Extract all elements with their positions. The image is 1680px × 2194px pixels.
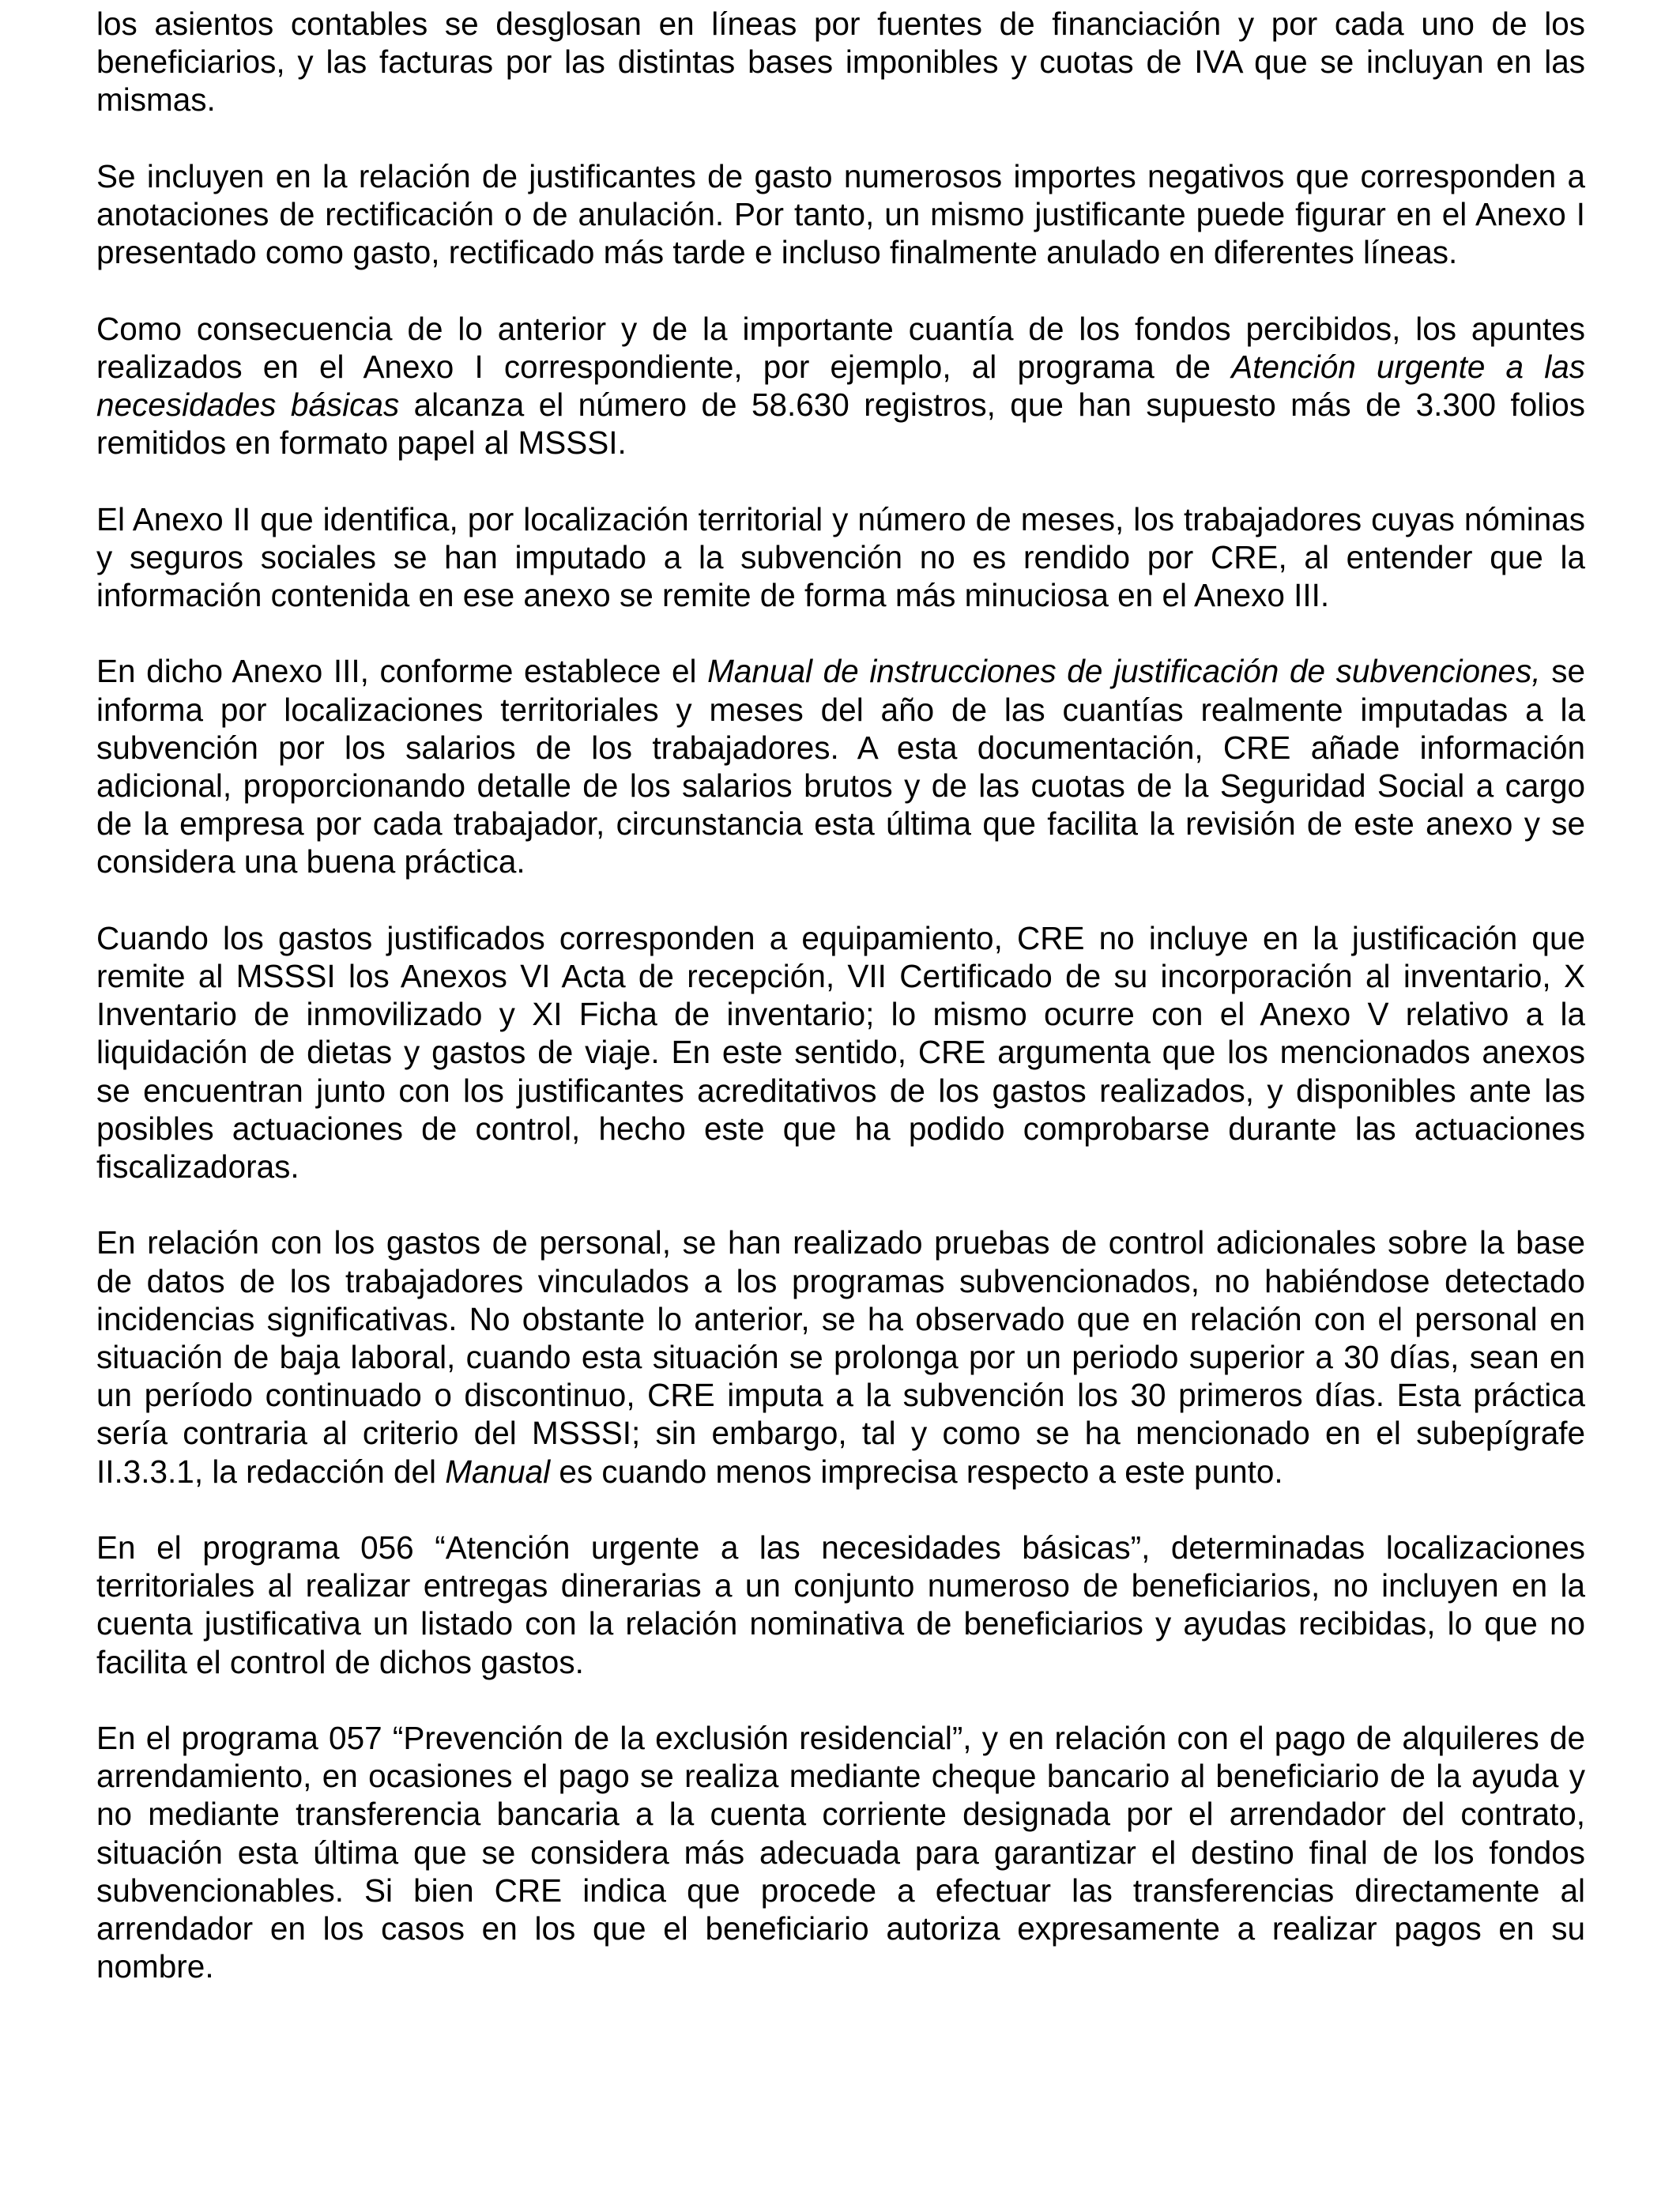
text-segment: es cuando menos imprecisa respecto a este punto. — [550, 1453, 1283, 1490]
paragraph — [96, 5, 1585, 119]
italic-program-name: Atención urgente a las necesidades básicas — [96, 348, 1586, 423]
document-page — [96, 5, 1585, 1985]
paragraph — [96, 1223, 1585, 1490]
paragraph — [96, 1529, 1585, 1681]
text-segment: En el programa 056 “Atención urgente a las necesidades básicas”, determinadas localizaciones territoriales al realizar entregas dinerarias a un conjunto numeroso de beneficiarios, no incluyen en la cuenta justificativa un listado con la relación nominativa de beneficiarios y ayudas recibidas, lo que no facilita el control de dichos gastos. — [96, 1529, 1585, 1680]
text-segment: En relación con los gastos de personal, se han realizado pruebas de control adicionales sobre la base de datos de los trabajadores vinculados a los programas subvencionados, no habiéndose detectado incidencias significativas. No obstante lo anterior, se ha observado que en relación con el personal en situación de baja laboral, cuando esta situación se prolonga por un periodo superior a 30 días, sean en un período continuado o discontinuo, CRE imputa a la subvención los 30 primeros días. Esta práctica sería contraria al criterio del MSSSI; sin embargo, tal y como se ha mencionado en el subepígrafe II.3.3.1, la redacción del — [96, 1224, 1585, 1490]
text-segment: En el programa 057 “Prevención de la exclusión residencial”, y en relación con el pago de alquileres de arrendamiento, en ocasiones el pago se realiza mediante cheque bancario al beneficiario de la ayuda y no mediante transferencia bancaria a la cuenta corriente designada por el arrendador del contrato, situación esta última que se considera más adecuada para garantizar el destino final de los fondos subvencionables. Si bien CRE indica que procede a efectuar las transferencias directamente al arrendador en los casos en los que el beneficiario autoriza expresamente a realizar pagos en su nombre. — [96, 1720, 1585, 1985]
text-segment: El Anexo II que identifica, por localización territorial y número de meses, los trabajadores cuyas nóminas y seguros sociales se han imputado a la subvención no es rendido por CRE, al entender que la información contenida en ese anexo se remite de forma más minuciosa en el Anexo III. — [96, 500, 1585, 613]
paragraph — [96, 157, 1585, 272]
paragraph — [96, 500, 1585, 615]
paragraph — [96, 652, 1585, 880]
text-segment: se informa por localizaciones territoriales y meses del año de las cuantías realmente imputadas a la subvención por los salarios de los trabajadores. A esta documentación, CRE añade información adicional, proporcionando detalle de los salarios brutos y de las cuotas de la Seguridad Social a cargo de la empresa por cada trabajador, circunstancia esta última que facilita la revisión de este anexo y se considera una buena práctica. — [96, 653, 1586, 880]
paragraph — [96, 919, 1585, 1186]
text-segment: Se incluyen en la relación de justificantes de gasto numerosos importes negativos que corresponden a anotaciones de rectificación o de anulación. Por tanto, un mismo justificante puede figurar en el Anexo I presentado como gasto, rectificado más tarde e incluso finalmente anulado en diferentes líneas. — [96, 157, 1585, 271]
paragraph — [96, 310, 1585, 462]
italic-manual-title: Manual de instrucciones de justificación de subvenciones, — [707, 653, 1541, 690]
text-segment: los asientos contables se desglosan en líneas por fuentes de financiación y por cada uno de los beneficiarios, y las facturas por las distintas bases imponibles y cuotas de IVA que se incluyan en las mismas. — [96, 6, 1585, 119]
text-segment: En dicho Anexo III, conforme establece el — [96, 653, 708, 690]
text-segment: Como consecuencia de lo anterior y de la importante cuantía de los fondos percibidos, los apuntes realizados en el Anexo I correspondiente, por ejemplo, al programa de — [96, 310, 1585, 385]
text-segment: Cuando los gastos justificados corresponden a equipamiento, CRE no incluye en la justificación que remite al MSSSI los Anexos VI Acta de recepción, VII Certificado de su incorporación al inventario, X Inventario de inmovilizado y XI Ficha de inventario; lo mismo ocurre con el Anexo V relativo a la liquidación de dietas y gastos de viaje. En este sentido, CRE argumenta que los mencionados anexos se encuentran junto con los justificantes acreditativos de los gastos realizados, y disponibles ante las posibles actuaciones de control, hecho este que ha podido comprobarse durante las actuaciones fiscalizadoras. — [96, 919, 1585, 1186]
italic-manual-word: Manual — [445, 1453, 551, 1490]
paragraph — [96, 1719, 1585, 1985]
text-segment: alcanza el número de 58.630 registros, que han supuesto más de 3.300 folios remitidos en formato papel al MSSSI. — [96, 386, 1585, 462]
